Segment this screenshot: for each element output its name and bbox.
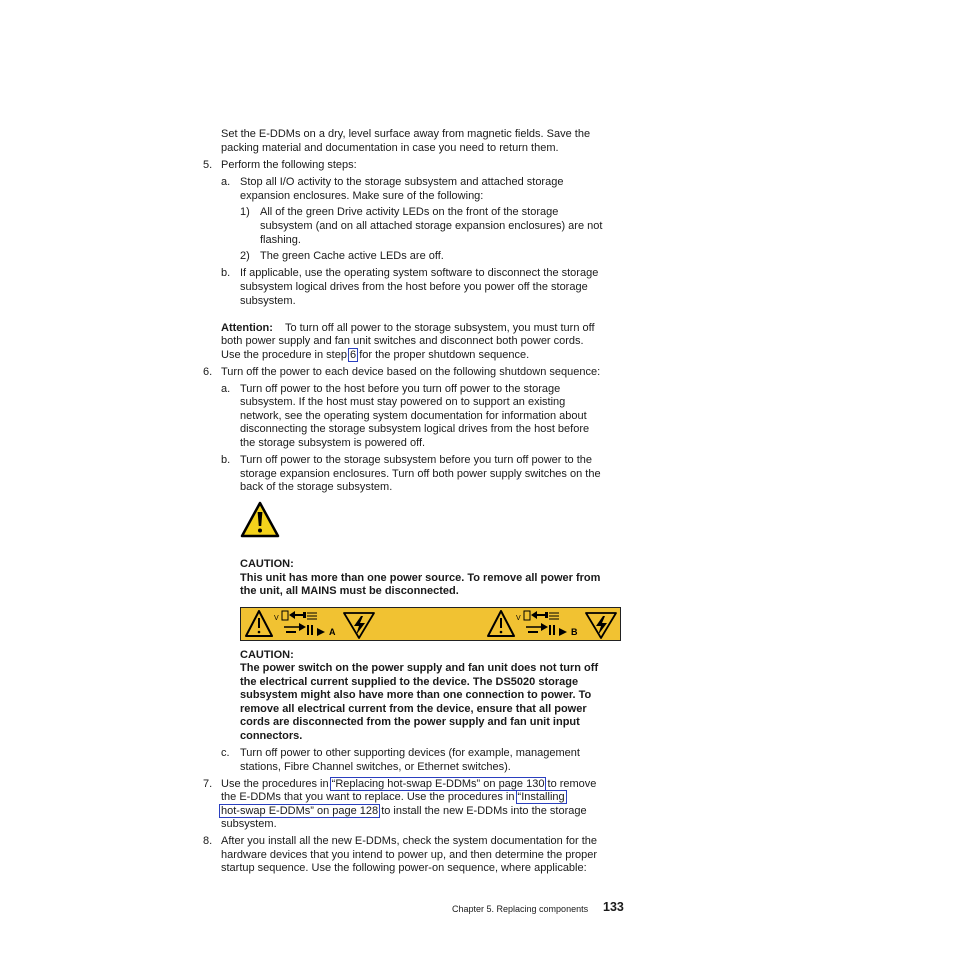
caution-1-line-1: This unit has more than one power source. To remove all power from <box>240 572 601 584</box>
attention-text-1: To turn off all power to the storage subsystem, you must turn off <box>284 322 595 334</box>
step-6-link[interactable]: 6 <box>350 349 357 361</box>
step-5a-line-1: Stop all I/O activity to the storage subsystem and attached storage <box>240 176 564 188</box>
caution-2-line-5: cords are disconnected from the power supply and fan unit input <box>240 716 580 728</box>
footer-chapter: Chapter 5. Replacing components <box>452 904 589 914</box>
warning-triangle-icon <box>240 501 280 538</box>
step-6a-line-5: the storage subsystem is powered off. <box>240 437 426 449</box>
step-7-line-2 <box>221 790 565 804</box>
installing-hot-swap-link-part-2[interactable]: hot-swap E-DDMs” on page 128 <box>221 805 379 817</box>
caution-2-line-4: remove all electrical current from the device, ensure that all power <box>240 703 587 715</box>
power-source-label-strip <box>240 607 621 641</box>
step-5a1-label: 1) <box>240 206 250 218</box>
step-6b-line-3: back of the storage subsystem. <box>240 481 393 493</box>
strip-right-plug-icons <box>516 611 578 637</box>
attention-text-3a: Use the procedure in step <box>221 349 351 361</box>
strip-left-electrical-hazard-icon <box>344 613 374 638</box>
caution-2-label: CAUTION: <box>240 649 294 661</box>
svg-text:V: V <box>516 615 521 622</box>
svg-text:V: V <box>274 615 279 622</box>
installing-hot-swap-link-part-1[interactable]: “Installing <box>517 791 565 803</box>
step-6b-line-2: storage expansion enclosures. Turn off both power supply switches on the <box>240 468 601 480</box>
step-5a-line-2: expansion enclosures. Make sure of the following: <box>240 190 484 202</box>
strip-right-letter: B <box>571 627 578 637</box>
caution-1-line-2: the unit, all MAINS must be disconnected. <box>240 585 459 597</box>
caution-2-line-2: the electrical current supplied to the device. The DS5020 storage <box>240 676 579 688</box>
step-5b-line-3: subsystem. <box>240 295 296 307</box>
step-7-text-1b: to remove <box>544 778 597 790</box>
step-5a-label: a. <box>221 176 231 188</box>
caution-2-line-3: subsystem might also have more than one connection to power. To <box>240 689 592 701</box>
step-7-line-3 <box>221 804 587 818</box>
step-6b-line-1: Turn off power to the storage subsystem before you turn off power to the <box>240 454 592 466</box>
step-5a1-line-1: All of the green Drive activity LEDs on the front of the storage <box>260 206 559 218</box>
caution-1-label: CAUTION: <box>240 558 294 570</box>
step-5-number: 5. <box>203 159 213 171</box>
step-6a-line-2: subsystem. If the host must stay powered on to support an existing <box>240 396 566 408</box>
attention-line-2: both power supply and fan unit switches and disconnect both power cords. <box>221 335 584 347</box>
caution-2-line-1: The power switch on the power supply and fan unit does not turn off <box>240 662 599 674</box>
power-source-label-graphic <box>241 608 620 640</box>
step-6-number: 6. <box>203 366 213 378</box>
step-8-line-2: hardware devices that you intend to power up, and then determine the proper <box>221 849 598 861</box>
step-7-number: 7. <box>203 778 213 790</box>
attention-line-1 <box>221 321 595 335</box>
step-6a-line-1: Turn off power to the host before you turn off power to the storage <box>240 383 561 395</box>
step-7-text-1a: Use the procedures in <box>221 778 332 790</box>
step-6a-line-4: disconnecting the storage subsystem logical drives from the host before <box>240 423 590 435</box>
attention-text-3b: for the proper shutdown sequence. <box>356 349 530 361</box>
strip-left-letter: A <box>329 627 336 637</box>
step-6a-label: a. <box>221 383 231 395</box>
step-5b-line-1: If applicable, use the operating system software to disconnect the storage <box>240 267 599 279</box>
step-6a-line-3: network, see the operating system documentation for information about <box>240 410 587 422</box>
replacing-hot-swap-link[interactable]: “Replacing hot-swap E-DDMs” on page 130 <box>331 778 545 790</box>
step-7-line-4: subsystem. <box>221 818 277 830</box>
step-6c-label: c. <box>221 747 230 759</box>
attention-label: Attention: <box>221 322 273 334</box>
intro-line-2: packing material and documentation in case you need to return them. <box>221 142 559 154</box>
step-8-line-3: startup sequence. Use the following power-on sequence, where applicable: <box>221 862 587 874</box>
step-5-text: Perform the following steps: <box>221 159 357 171</box>
strip-left-plug-icons <box>274 611 336 637</box>
step-6c-line-1: Turn off power to other supporting devices (for example, management <box>240 747 580 759</box>
step-5a2-text: The green Cache active LEDs are off. <box>260 250 444 262</box>
step-5b-line-2: subsystem logical drives from the host before you power off the storage <box>240 281 588 293</box>
step-5a2-label: 2) <box>240 250 250 262</box>
step-5a1-line-2: subsystem (and on all attached storage expansion enclosures) are not <box>260 220 603 232</box>
strip-left-warning-icon <box>246 611 272 636</box>
step-7-text-2a: the E-DDMs that you want to replace. Use the procedures in <box>221 791 518 803</box>
intro-line-1: Set the E-DDMs on a dry, level surface away from magnetic fields. Save the <box>221 128 591 140</box>
strip-right-warning-icon <box>488 611 514 636</box>
step-8-line-1: After you install all the new E-DDMs, check the system documentation for the <box>221 835 597 847</box>
step-7-text-3b: to install the new E-DDMs into the storage <box>378 805 587 817</box>
page-number: 133 <box>603 900 624 914</box>
caution-2-line-6: connectors. <box>240 730 303 742</box>
strip-right-electrical-hazard-icon <box>586 613 616 638</box>
step-5b-label: b. <box>221 267 231 279</box>
step-6b-label: b. <box>221 454 231 466</box>
step-5a1-line-3: flashing. <box>260 234 301 246</box>
step-6c-line-2: stations, Fibre Channel switches, or Ethernet switches). <box>240 761 511 773</box>
attention-line-3 <box>221 348 529 362</box>
step-7-line-1 <box>221 777 596 791</box>
step-6-text: Turn off the power to each device based on the following shutdown sequence: <box>221 366 601 378</box>
step-8-number: 8. <box>203 835 213 847</box>
